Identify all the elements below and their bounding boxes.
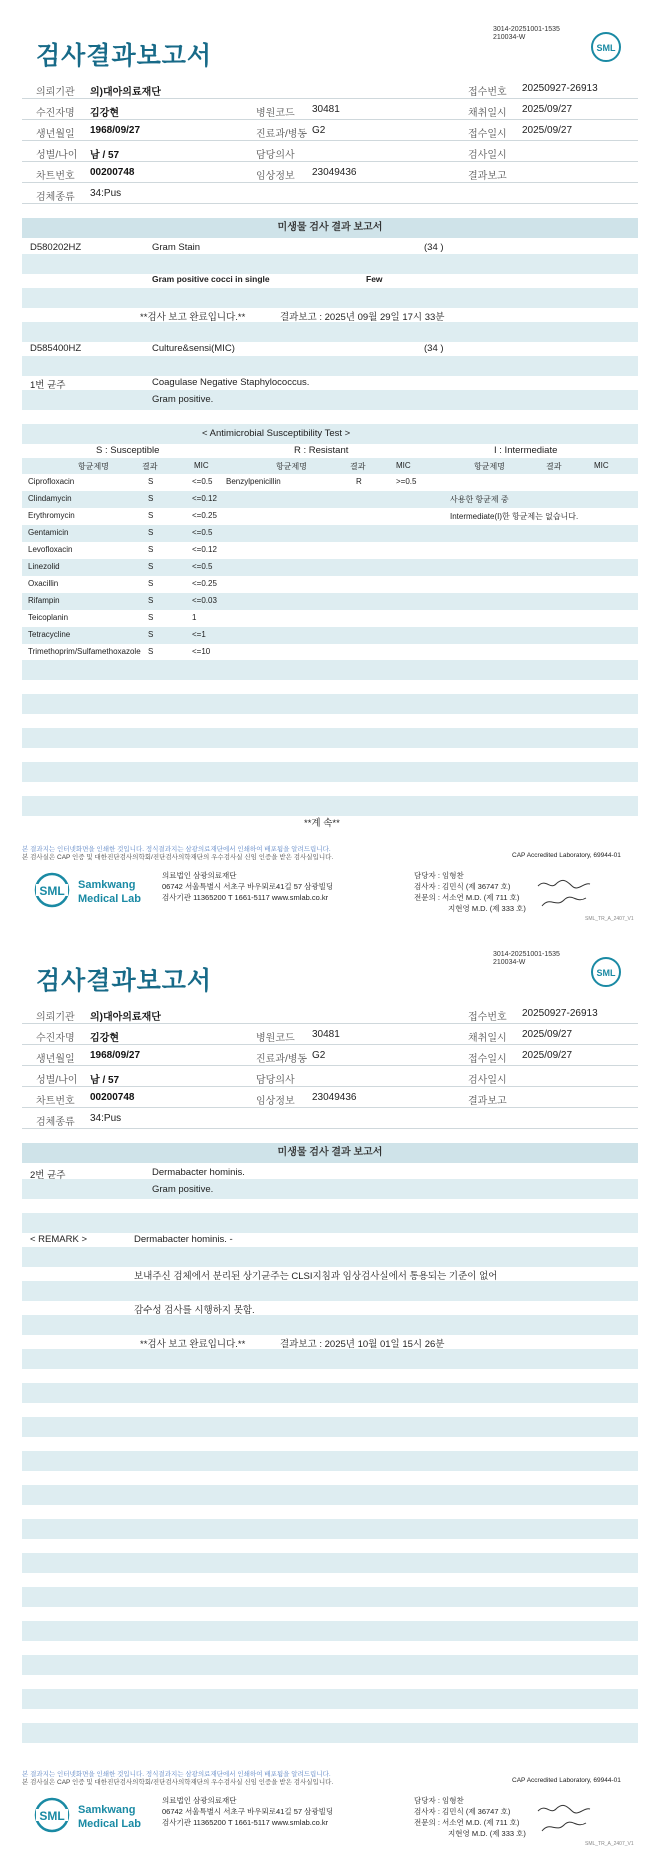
cap-accreditation: CAP Accredited Laboratory, 69944-01 [512, 852, 621, 859]
drug2-result: R [356, 477, 362, 486]
header-row-3 [22, 1046, 638, 1066]
cap-accreditation: CAP Accredited Laboratory, 69944-01 [512, 1777, 621, 1784]
header-row-1 [22, 1004, 638, 1024]
remark-line-1: 보내주신 검체에서 분리된 상기균주는 CLSI지침과 임상검사실에서 통용되는 기준이 없어 [134, 1271, 498, 1282]
receipt-date-label: 접수일시 [468, 1054, 507, 1065]
footer-cert: 본 검사실은 CAP 인증 및 대한진단검사의학회/진단검사의학재단의 우수검사실 신임 인증을 받은 검사실입니다. [22, 1779, 334, 1786]
gram-result: Gram positive cocci in single [152, 274, 270, 284]
samkwang-logo-icon [34, 868, 154, 912]
drug-result: S [148, 562, 154, 571]
dept-label: 진료과/병동 [256, 129, 308, 140]
col-result-3: 결과 [546, 462, 562, 471]
col-mic-2: MIC [396, 461, 411, 470]
patient-label: 수진자명 [36, 108, 75, 119]
drug-name: Teicoplanin [28, 613, 69, 622]
footer-notice: 본 결과지는 인터넷화면을 인쇄한 것입니다. 정식결과지는 삼광의료재단에서 인쇄하여 배포됨을 알려드립니다. [22, 1771, 331, 1778]
receipt-no-label: 접수번호 [468, 87, 507, 98]
org1-gram: Gram positive. [152, 394, 214, 405]
completed-notice: **검사 보고 완료입니다.** [140, 312, 246, 323]
report-label: 결과보고 [468, 171, 507, 182]
drug-name: Clindamycin [28, 494, 72, 503]
patient-value: 김강현 [90, 108, 119, 119]
signature-block: 담당자 : 임형찬 검사자 : 김민식 (제 36747 호) 전문의 : 서소연 M.D. (제 711 호) 지현영 M.D. (제 333 호) [414, 1796, 526, 1838]
legend-susceptible: S : Susceptible [96, 445, 160, 456]
drug-mic: 1 [192, 613, 197, 622]
col-mic-3: MIC [594, 461, 609, 470]
test-date-label: 검사일시 [468, 1075, 507, 1086]
drug2-mic: >=0.5 [396, 477, 417, 486]
org2-name: Dermabacter hominis. [152, 1167, 245, 1178]
note-line-2: Intermediate(I)한 항균제는 없습니다. [450, 512, 579, 521]
document-id: 3014-20251001-1535 210034-W [493, 26, 560, 41]
drug-result: S [148, 494, 154, 503]
sexage-label: 성별/나이 [36, 150, 78, 161]
clinical-label: 임상정보 [256, 1096, 295, 1107]
header-row-2 [22, 1025, 638, 1045]
test2-name: Culture&sensi(MIC) [152, 343, 235, 354]
drug-name: Rifampin [28, 596, 60, 605]
drug-mic: <=10 [192, 647, 211, 656]
drug-mic: <=1 [192, 630, 206, 639]
col-mic-1: MIC [194, 461, 209, 470]
drug-mic: <=0.5 [192, 562, 213, 571]
legend-resistant: R : Resistant [294, 445, 349, 456]
col-result-2: 결과 [350, 462, 366, 471]
receipt-no-label: 접수번호 [468, 1012, 507, 1023]
gram-amount: Few [366, 274, 383, 284]
dept-value: G2 [312, 1050, 326, 1061]
drug-mic: <=0.5 [192, 477, 213, 486]
sml-logo-icon [590, 31, 622, 63]
remark-line-2: 감수성 검사를 시행하지 못함. [134, 1305, 255, 1316]
test1-specimen: (34 ) [424, 242, 444, 253]
org2-gram: Gram positive. [152, 1184, 214, 1195]
clinical-value: 23049436 [312, 167, 357, 178]
svg-text:Samkwang: Samkwang [78, 1804, 136, 1816]
receipt-no-value: 20250927-26913 [522, 83, 598, 94]
header-row-2 [22, 100, 638, 120]
report-title: 검사결과보고서 [36, 42, 213, 70]
header-row-4 [22, 142, 638, 162]
drug-result: S [148, 477, 154, 486]
dept-value: G2 [312, 125, 326, 136]
chart-value: 00200748 [90, 1092, 135, 1103]
test2-specimen: (34 ) [424, 343, 444, 354]
col-drug-2: 항균제명 [276, 462, 307, 471]
chart-value: 00200748 [90, 167, 135, 178]
report-time: 결과보고 : 2025년 09월 29일 17시 33분 [280, 312, 445, 323]
sexage-value: 남 / 57 [90, 1075, 120, 1086]
remark-text: Dermabacter hominis. - [134, 1234, 233, 1245]
svg-text:Samkwang: Samkwang [78, 879, 136, 891]
doctor-label: 담당의사 [256, 150, 295, 161]
col-result-1: 결과 [142, 462, 158, 471]
collect-label: 채취일시 [468, 1033, 507, 1044]
drug-name: Oxacillin [28, 579, 59, 588]
hosp-code-label: 병원코드 [256, 1033, 295, 1044]
col-drug-3: 항균제명 [474, 462, 505, 471]
test-date-label: 검사일시 [468, 150, 507, 161]
section-title: 미생물 검사 결과 보고서 [22, 1143, 638, 1163]
samkwang-logo-icon [34, 1793, 154, 1837]
org-label: 의뢰기관 [36, 1012, 75, 1023]
document-id: 3014-20251001-1535 210034-W [493, 951, 560, 966]
collect-value: 2025/09/27 [522, 104, 573, 115]
clinical-label: 임상정보 [256, 171, 295, 182]
header-row-1 [22, 79, 638, 99]
drug-result: S [148, 596, 154, 605]
ast-title: < Antimicrobial Susceptibility Test > [202, 428, 351, 439]
collect-label: 채취일시 [468, 108, 507, 119]
receipt-date-label: 접수일시 [468, 129, 507, 140]
chart-label: 차트번호 [36, 1096, 75, 1107]
drug-result: S [148, 613, 154, 622]
receipt-date-value: 2025/09/27 [522, 1050, 573, 1061]
report-label: 결과보고 [468, 1096, 507, 1107]
specimen-label: 검체종류 [36, 192, 75, 203]
patient-label: 수진자명 [36, 1033, 75, 1044]
receipt-no-value: 20250927-26913 [522, 1008, 598, 1019]
dob-label: 생년월일 [36, 1054, 75, 1065]
drug-name: Trimethoprim/Sulfamethoxazole [28, 647, 141, 656]
org-label: 의뢰기관 [36, 87, 75, 98]
drug-mic: <=0.5 [192, 528, 213, 537]
drug-result: S [148, 579, 154, 588]
dept-label: 진료과/병동 [256, 1054, 308, 1065]
drug2-name: Benzylpenicillin [226, 477, 281, 486]
header-row-5 [22, 163, 638, 183]
collect-value: 2025/09/27 [522, 1029, 573, 1040]
sexage-label: 성별/나이 [36, 1075, 78, 1086]
svg-text:Medical Lab: Medical Lab [78, 1818, 141, 1830]
header-row-6 [22, 184, 638, 204]
footer-notice: 본 결과지는 인터넷화면을 인쇄한 것입니다. 정식결과지는 삼광의료재단에서 인쇄하여 배포됨을 알려드립니다. [22, 846, 331, 853]
header-row-5 [22, 1088, 638, 1108]
test1-code: D580202HZ [30, 242, 82, 253]
drug-name: Ciprofloxacin [28, 477, 75, 486]
drug-mic: <=0.03 [192, 596, 217, 605]
drug-name: Gentamicin [28, 528, 69, 537]
receipt-date-value: 2025/09/27 [522, 125, 573, 136]
form-version: SML_TR_A_2407_V1 [585, 916, 634, 922]
remark-label: < REMARK > [30, 1234, 88, 1245]
footer-cert: 본 검사실은 CAP 인증 및 대한진단검사의학회/진단검사의학재단의 우수검사실 신임 인증을 받은 검사실입니다. [22, 854, 334, 861]
drug-name: Levofloxacin [28, 545, 73, 554]
hosp-code-label: 병원코드 [256, 108, 295, 119]
col-drug-1: 항균제명 [78, 462, 109, 471]
signature-icon [536, 1799, 592, 1839]
report-time: 결과보고 : 2025년 10월 01일 15시 26분 [280, 1339, 445, 1350]
drug-result: S [148, 630, 154, 639]
drug-name: Tetracycline [28, 630, 71, 639]
note-line-1: 사용한 항균제 중 [450, 495, 509, 504]
signature-block: 담당자 : 임형찬 검사자 : 김민식 (제 36747 호) 전문의 : 서소연 M.D. (제 711 호) 지현영 M.D. (제 333 호) [414, 871, 526, 913]
patient-value: 김강현 [90, 1033, 119, 1044]
drug-name: Erythromycin [28, 511, 75, 520]
svg-text:SML: SML [39, 884, 65, 898]
drug-mic: <=0.12 [192, 545, 217, 554]
drug-mic: <=0.25 [192, 579, 217, 588]
org1-label: 1번 균주 [30, 380, 66, 391]
clinical-value: 23049436 [312, 1092, 357, 1103]
completed-notice: **검사 보고 완료입니다.** [140, 1339, 246, 1350]
drug-result: S [148, 647, 154, 656]
org1-name: Coagulase Negative Staphylococcus. [152, 377, 310, 388]
header-row-3 [22, 121, 638, 141]
drug-mic: <=0.25 [192, 511, 217, 520]
drug-result: S [148, 528, 154, 537]
specimen-value: 34:Pus [90, 1113, 122, 1124]
svg-text:SML: SML [596, 968, 616, 978]
svg-text:Medical Lab: Medical Lab [78, 893, 141, 905]
header-row-4 [22, 1067, 638, 1087]
report-page-2 [0, 925, 655, 1850]
header-row-6 [22, 1109, 638, 1129]
form-version: SML_TR_A_2407_V1 [585, 1841, 634, 1847]
drug-result: S [148, 545, 154, 554]
footer-address: 의료법인 삼광의료재단 06742 서울특별시 서초구 바우뫼로41길 57 삼광빌딩 검사기관 11365200 T 1661-5117 www.smlab.co.kr [162, 1796, 334, 1827]
continued-label: **계 속** [304, 818, 340, 829]
org-value: 의)대아의료재단 [90, 87, 161, 98]
sml-logo-icon [590, 956, 622, 988]
test1-name: Gram Stain [152, 242, 201, 253]
drug-mic: <=0.12 [192, 494, 217, 503]
org-value: 의)대아의료재단 [90, 1012, 161, 1023]
specimen-label: 검체종류 [36, 1117, 75, 1128]
dob-value: 1968/09/27 [90, 1050, 141, 1061]
hosp-code-value: 30481 [312, 1029, 340, 1040]
signature-icon [536, 874, 592, 914]
specimen-value: 34:Pus [90, 188, 122, 199]
dob-label: 생년월일 [36, 129, 75, 140]
svg-text:SML: SML [596, 43, 616, 53]
doctor-label: 담당의사 [256, 1075, 295, 1086]
chart-label: 차트번호 [36, 171, 75, 182]
hosp-code-value: 30481 [312, 104, 340, 115]
report-title: 검사결과보고서 [36, 967, 213, 995]
test2-code: D585400HZ [30, 343, 82, 354]
drug-result: S [148, 511, 154, 520]
footer-address: 의료법인 삼광의료재단 06742 서울특별시 서초구 바우뫼로41길 57 삼광빌딩 검사기관 11365200 T 1661-5117 www.smlab.co.kr [162, 871, 334, 902]
legend-intermediate: I : Intermediate [494, 445, 558, 456]
dob-value: 1968/09/27 [90, 125, 141, 136]
sexage-value: 남 / 57 [90, 150, 120, 161]
drug-name: Linezolid [28, 562, 60, 571]
org2-label: 2번 균주 [30, 1170, 66, 1181]
section-title: 미생물 검사 결과 보고서 [22, 218, 638, 238]
svg-text:SML: SML [39, 1809, 65, 1823]
